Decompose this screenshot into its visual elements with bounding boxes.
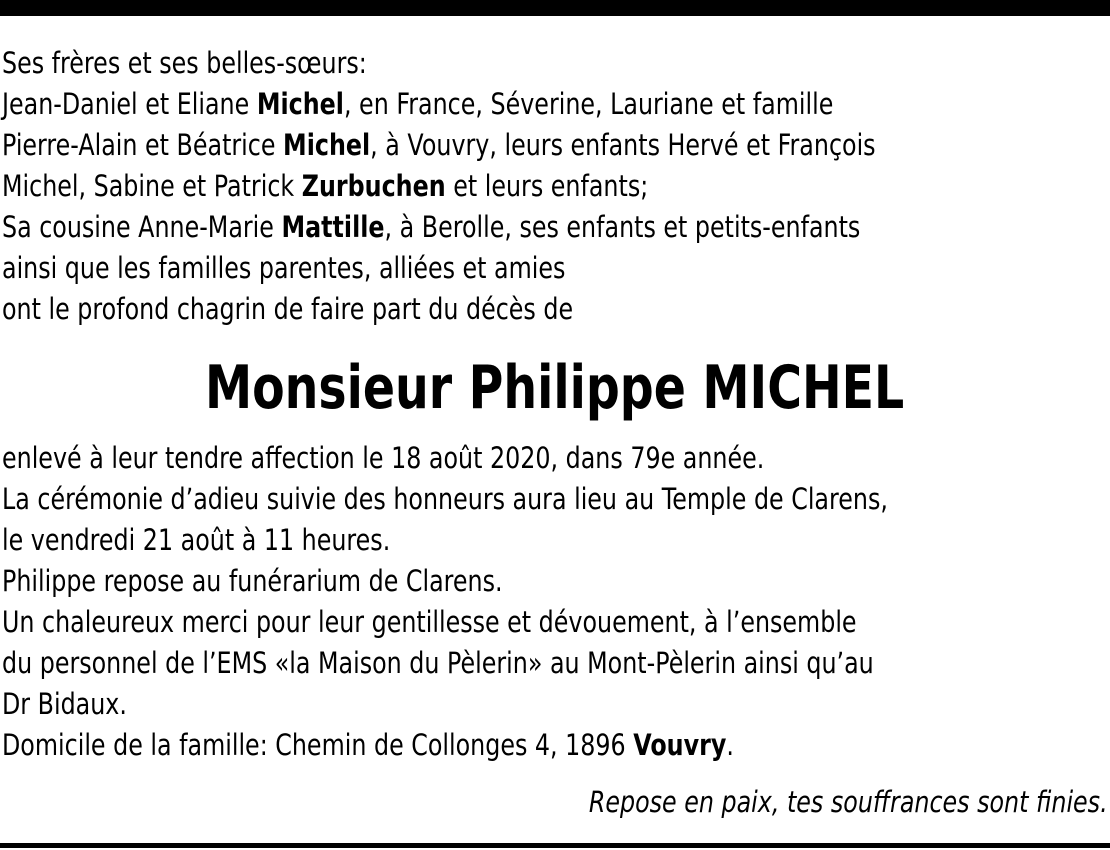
line-text: La cérémonie d’adieu suivie des honneurs aura lieu au Temple de Clarens, bbox=[2, 482, 888, 516]
body-line bbox=[2, 479, 888, 520]
line-text: et leurs enfants; bbox=[445, 169, 649, 203]
deceased-name: Monsieur Philippe MICHEL bbox=[205, 353, 905, 423]
line-surname: Mattille bbox=[281, 210, 385, 244]
line-text: . bbox=[726, 728, 734, 762]
line-text: du personnel de l’EMS «la Maison du Pèlerin» au Mont-Pèlerin ainsi qu’au bbox=[2, 646, 874, 680]
family-announcement bbox=[2, 43, 876, 330]
closing-line: Repose en paix, tes souffrances sont finies. bbox=[589, 785, 1108, 819]
body-line bbox=[2, 520, 888, 561]
announcement-body bbox=[2, 438, 888, 766]
line-text: , en France, Séverine, Lauriane et famille bbox=[343, 87, 834, 121]
line-surname: Michel bbox=[256, 87, 344, 121]
line-surname: Zurbuchen bbox=[301, 169, 446, 203]
line-surname: Michel bbox=[283, 128, 371, 162]
body-line bbox=[2, 561, 888, 602]
line-text: Dr Bidaux. bbox=[2, 687, 127, 721]
line-text: le vendredi 21 août à 11 heures. bbox=[2, 523, 391, 557]
family-line bbox=[2, 84, 876, 125]
family-line bbox=[2, 43, 876, 84]
body-line bbox=[2, 438, 888, 479]
family-line bbox=[2, 166, 876, 207]
line-text: Michel, Sabine et Patrick bbox=[2, 169, 302, 203]
body-line bbox=[2, 725, 888, 766]
deceased-name-heading bbox=[0, 350, 1110, 426]
line-text: enlevé à leur tendre affection le 18 août 2020, dans 79e année. bbox=[2, 441, 765, 475]
line-text: Un chaleureux merci pour leur gentillesse et dévouement, à l’ensemble bbox=[2, 605, 857, 639]
line-text: Philippe repose au funérarium de Clarens. bbox=[2, 564, 503, 598]
body-line bbox=[2, 643, 888, 684]
line-text: Pierre-Alain et Béatrice bbox=[2, 128, 284, 162]
body-line bbox=[2, 602, 888, 643]
line-text: ont le profond chagrin de faire part du décès de bbox=[2, 292, 574, 326]
family-line bbox=[2, 289, 876, 330]
line-text: Sa cousine Anne-Marie bbox=[2, 210, 282, 244]
family-line bbox=[2, 207, 876, 248]
line-text: , à Berolle, ses enfants et petits-enfants bbox=[384, 210, 861, 244]
body-line bbox=[2, 684, 888, 725]
line-bold: Vouvry bbox=[633, 728, 727, 762]
family-line bbox=[2, 248, 876, 289]
line-text: Jean-Daniel et Eliane bbox=[2, 87, 257, 121]
bottom-rule bbox=[0, 843, 1110, 848]
line-text: ainsi que les familles parentes, alliées et amies bbox=[2, 251, 566, 285]
line-text: , à Vouvry, leurs enfants Hervé et François bbox=[370, 128, 876, 162]
line-text: Domicile de la famille: Chemin de Collonges 4, 1896 bbox=[2, 728, 634, 762]
family-line bbox=[2, 125, 876, 166]
top-rule bbox=[0, 0, 1110, 16]
line-text: Ses frères et ses belles-sœurs: bbox=[2, 46, 367, 80]
